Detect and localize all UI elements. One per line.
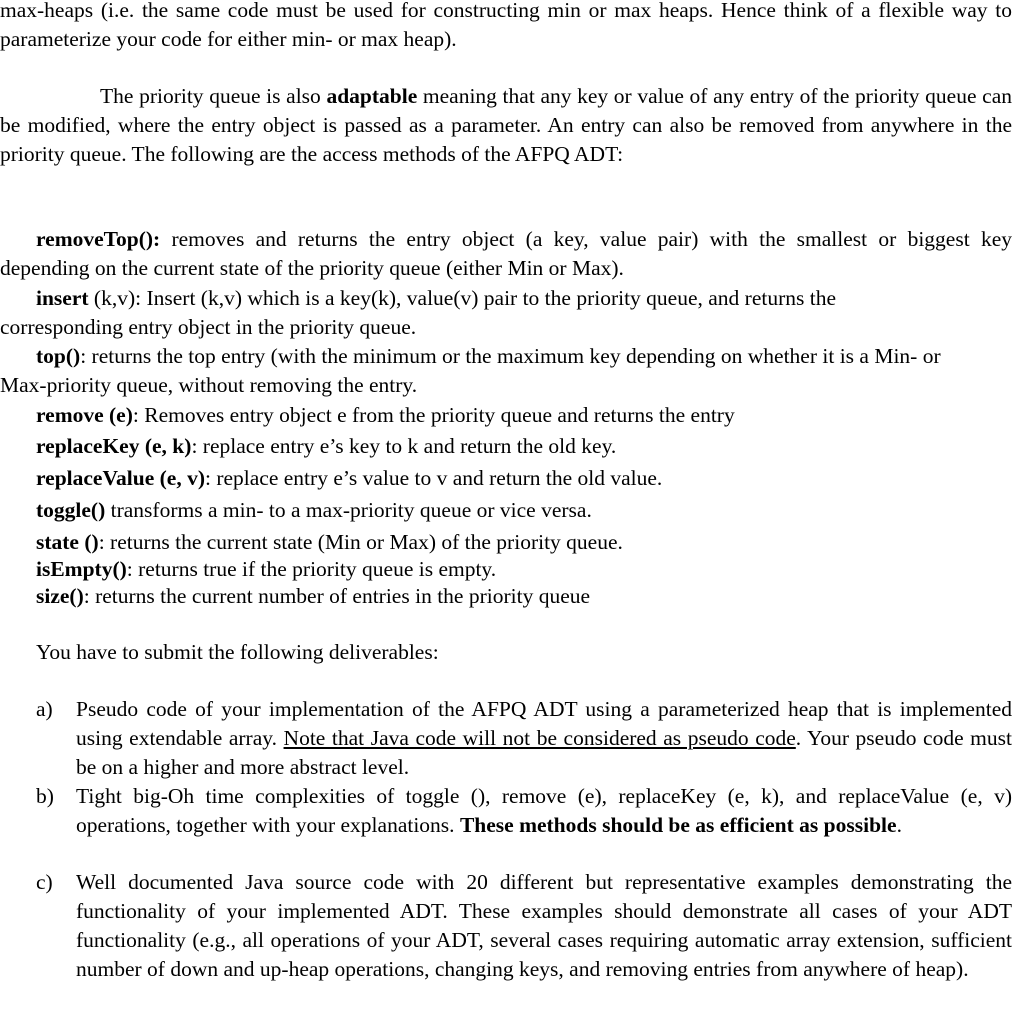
deliverable-a-note: Note that Java code will not be considered as pseudo code bbox=[283, 726, 796, 750]
method-name: insert bbox=[36, 286, 89, 310]
list-label: c) bbox=[36, 870, 53, 894]
intro-paragraph: max-heaps (i.e. the same code must be used for constructing min or max heaps. Hence think of a flexible way to parameterize your code for either min- or max heap). bbox=[0, 0, 1012, 51]
adaptable-paragraph bbox=[0, 82, 1012, 169]
method-name: isEmpty() bbox=[36, 557, 127, 581]
method-name: replaceValue (e, v) bbox=[36, 466, 205, 490]
adaptable-post: meaning that any key or value of any entry of the priority queue can be modified, where the entry object is passed as a parameter. An entry can also be removed from anywhere in the priority queue. The following are the access methods of the AFPQ ADT: bbox=[0, 84, 1012, 166]
method-replacekey bbox=[36, 432, 1012, 461]
method-isempty bbox=[36, 555, 1012, 584]
method-size bbox=[36, 582, 1012, 611]
method-desc: removes and returns the entry object (a key, value pair) with the smallest or biggest key depending on the current state of the priority queue (either Min or Max). bbox=[0, 227, 1012, 280]
deliverable-a-post: . Your pseudo code must be on a higher and more abstract level. bbox=[76, 726, 1012, 779]
deliverable-b bbox=[36, 782, 1012, 840]
deliverable-a-pre: Pseudo code of your implementation of the AFPQ ADT using a parameterized heap that is implemented using extendable array. bbox=[76, 697, 1012, 750]
deliverable-b-emphasis: These methods should be as efficient as possible bbox=[459, 813, 897, 837]
method-desc: : replace entry e’s key to k and return the old key. bbox=[191, 434, 617, 458]
method-top bbox=[0, 342, 990, 400]
method-desc: : returns the top entry (with the minimum or the maximum key depending on whether it is a Min- or Max-priority queue, without removing the entry. bbox=[0, 344, 941, 397]
deliverable-b-post: . bbox=[896, 813, 902, 837]
deliverables-heading: You have to submit the following deliverables: bbox=[36, 640, 439, 664]
method-name: state () bbox=[36, 530, 99, 554]
method-name: remove (e) bbox=[36, 403, 133, 427]
method-desc: (k,v): Insert (k,v) which is a key(k), value(v) pair to the priority queue, and returns the corresponding entry object in the priority queue. bbox=[0, 286, 837, 339]
list-label: a) bbox=[36, 697, 53, 721]
method-replacevalue bbox=[36, 464, 1012, 493]
method-desc: : Removes entry object e from the priority queue and returns the entry bbox=[132, 403, 735, 427]
method-state bbox=[36, 528, 1012, 557]
adaptable-pre: The priority queue is also bbox=[100, 84, 327, 108]
method-name: top() bbox=[36, 344, 81, 368]
method-name: toggle() bbox=[36, 498, 106, 522]
adaptable-term: adaptable bbox=[326, 84, 418, 108]
list-text bbox=[76, 782, 1012, 840]
method-desc: transforms a min- to a max-priority queue or vice versa. bbox=[105, 498, 592, 522]
method-name: size() bbox=[36, 584, 84, 608]
deliverable-a bbox=[36, 695, 1012, 782]
method-desc: : returns true if the priority queue is empty. bbox=[126, 557, 497, 581]
method-name: replaceKey (e, k) bbox=[36, 434, 192, 458]
method-desc: : returns the current number of entries in the priority queue bbox=[83, 584, 591, 608]
list-label: b) bbox=[36, 784, 54, 808]
method-desc: : returns the current state (Min or Max) of the priority queue. bbox=[98, 530, 623, 554]
list-text bbox=[76, 695, 1012, 782]
method-removetop bbox=[0, 225, 1012, 283]
method-insert bbox=[0, 284, 960, 342]
list-text: Well documented Java source code with 20 different but representative examples demonstrating the functionality of your implemented ADT. These examples should demonstrate all cases of your ADT functionality (e.g., all operations of your ADT, several cases requiring automatic array extension, sufficient number of down and up-heap operations, changing keys, and removing entries from anywhere of heap). bbox=[76, 870, 1012, 981]
deliverable-c bbox=[36, 868, 1012, 984]
method-toggle bbox=[36, 496, 1012, 525]
method-desc: : replace entry e’s value to v and return the old value. bbox=[204, 466, 663, 490]
method-name: removeTop(): bbox=[36, 227, 161, 251]
method-remove bbox=[36, 401, 1012, 430]
deliverable-b-pre: Tight big-Oh time complexities of toggle (), remove (e), replaceKey (e, k), and replaceValue (e, v) operations, together with your explanations. bbox=[76, 784, 1012, 837]
